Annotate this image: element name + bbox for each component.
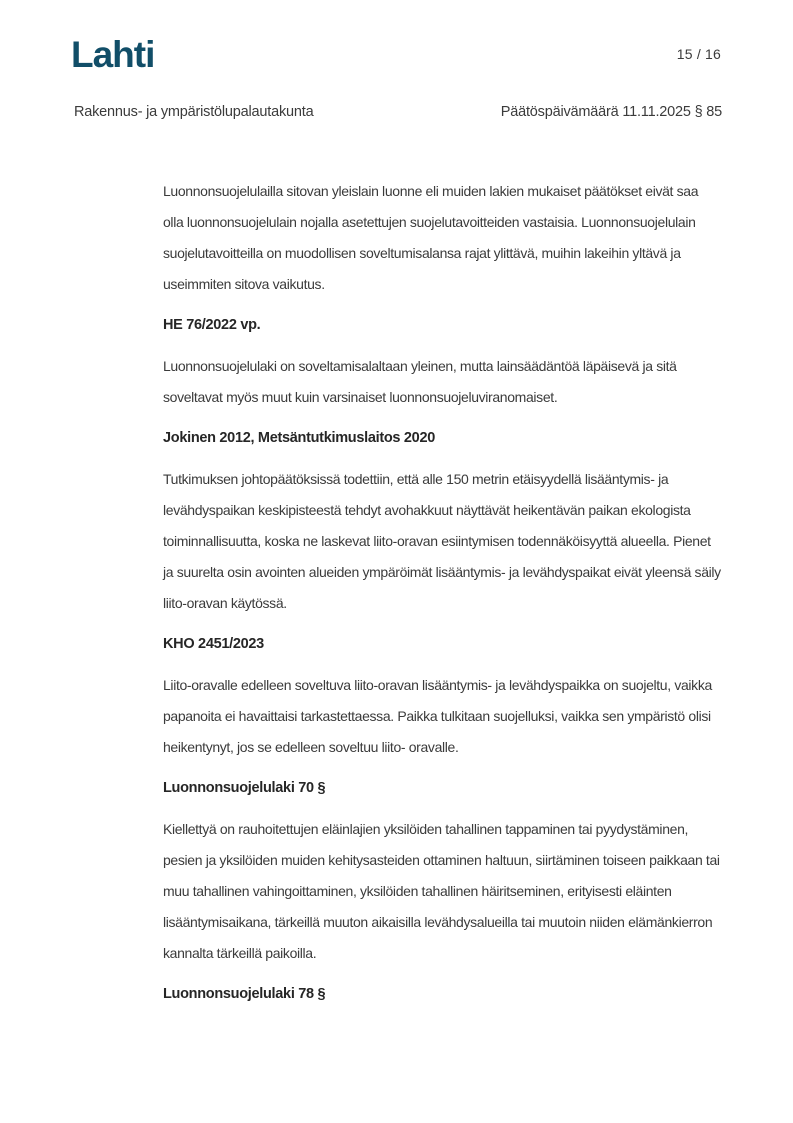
document-header (74, 104, 722, 120)
section-heading: Luonnonsuojelulaki 70 § (163, 780, 326, 796)
body-paragraph: Kiellettyä on rauhoitettujen eläinlajien yksilöiden tahallinen tappaminen tai pyydystäminen, pesien ja yksilöiden muiden kehitysasteiden ottaminen haltuun, siirtäminen toiseen paikkaan tai muu tahallinen vahingoittaminen, yksilöiden tahallinen häiritseminen, erityisesti eläinten lisääntymisaikana, tärkeillä muuton aikaisilla levähdysalueilla tai muutoin niiden elämänkierron kannalta tärkeillä paikoilla. (163, 821, 720, 961)
content-area (163, 176, 721, 1020)
section-heading: KHO 2451/2023 (163, 636, 264, 652)
body-paragraph: Tutkimuksen johtopäätöksissä todettiin, että alle 150 metrin etäisyydellä lisääntymis- ja levähdyspaikan keskipisteestä tehdyt avohakkuut näyttävät heikentävän paikan ekologista toiminnallisuutta, koska ne laskevat liito-oravan esiintymisen todennäköisyyttä alueella. Pienet ja suurelta osin avointen alueiden ympäröimät lisääntymis- ja levähdyspaikat eivät yleensä säily liito-oravan käytössä. (163, 471, 721, 611)
header-committee-name: Rakennus- ja ympäristölupalautakunta (74, 104, 314, 120)
body-paragraph: Luonnonsuojelulailla sitovan yleislain luonne eli muiden lakien mukaiset päätökset eivät saa olla luonnonsuojelulain nojalla asetettujen suojelutavoitteiden vastaisia. Luonnonsuojelulain suojelutavoitteilla on muodollisen soveltumisalansa rajat ylittävä, muihin lakeihin yltävä ja useimmiten sitova vaikutus. (163, 183, 699, 292)
header-decision-date: Päätöspäivämäärä 11.11.2025 § 85 (500, 104, 722, 120)
section-heading: HE 76/2022 vp. (163, 317, 261, 333)
section-heading: Jokinen 2012, Metsäntutkimuslaitos 2020 (163, 430, 435, 446)
body-paragraph: Liito-oravalle edelleen soveltuva liito-oravan lisääntymis- ja levähdyspaikka on suojeltu, vaikka papanoita ei havaittaisi tarkastettaessa. Paikka tulkitaan suojelluksi, vaikka sen ympäristö olisi heikentynyt, jos se edelleen soveltuu liito- oravalle. (163, 677, 712, 755)
lahti-logo: Lahti (71, 34, 155, 75)
page-number: 15 / 16 (676, 46, 721, 62)
section-heading: Luonnonsuojelulaki 78 § (163, 986, 326, 1002)
body-paragraph: Luonnonsuojelulaki on soveltamisalaltaan yleinen, mutta lainsäädäntöä läpäisevä ja sitä soveltavat myös muut kuin varsinaiset luonnonsuojeluviranomaiset. (163, 358, 677, 405)
